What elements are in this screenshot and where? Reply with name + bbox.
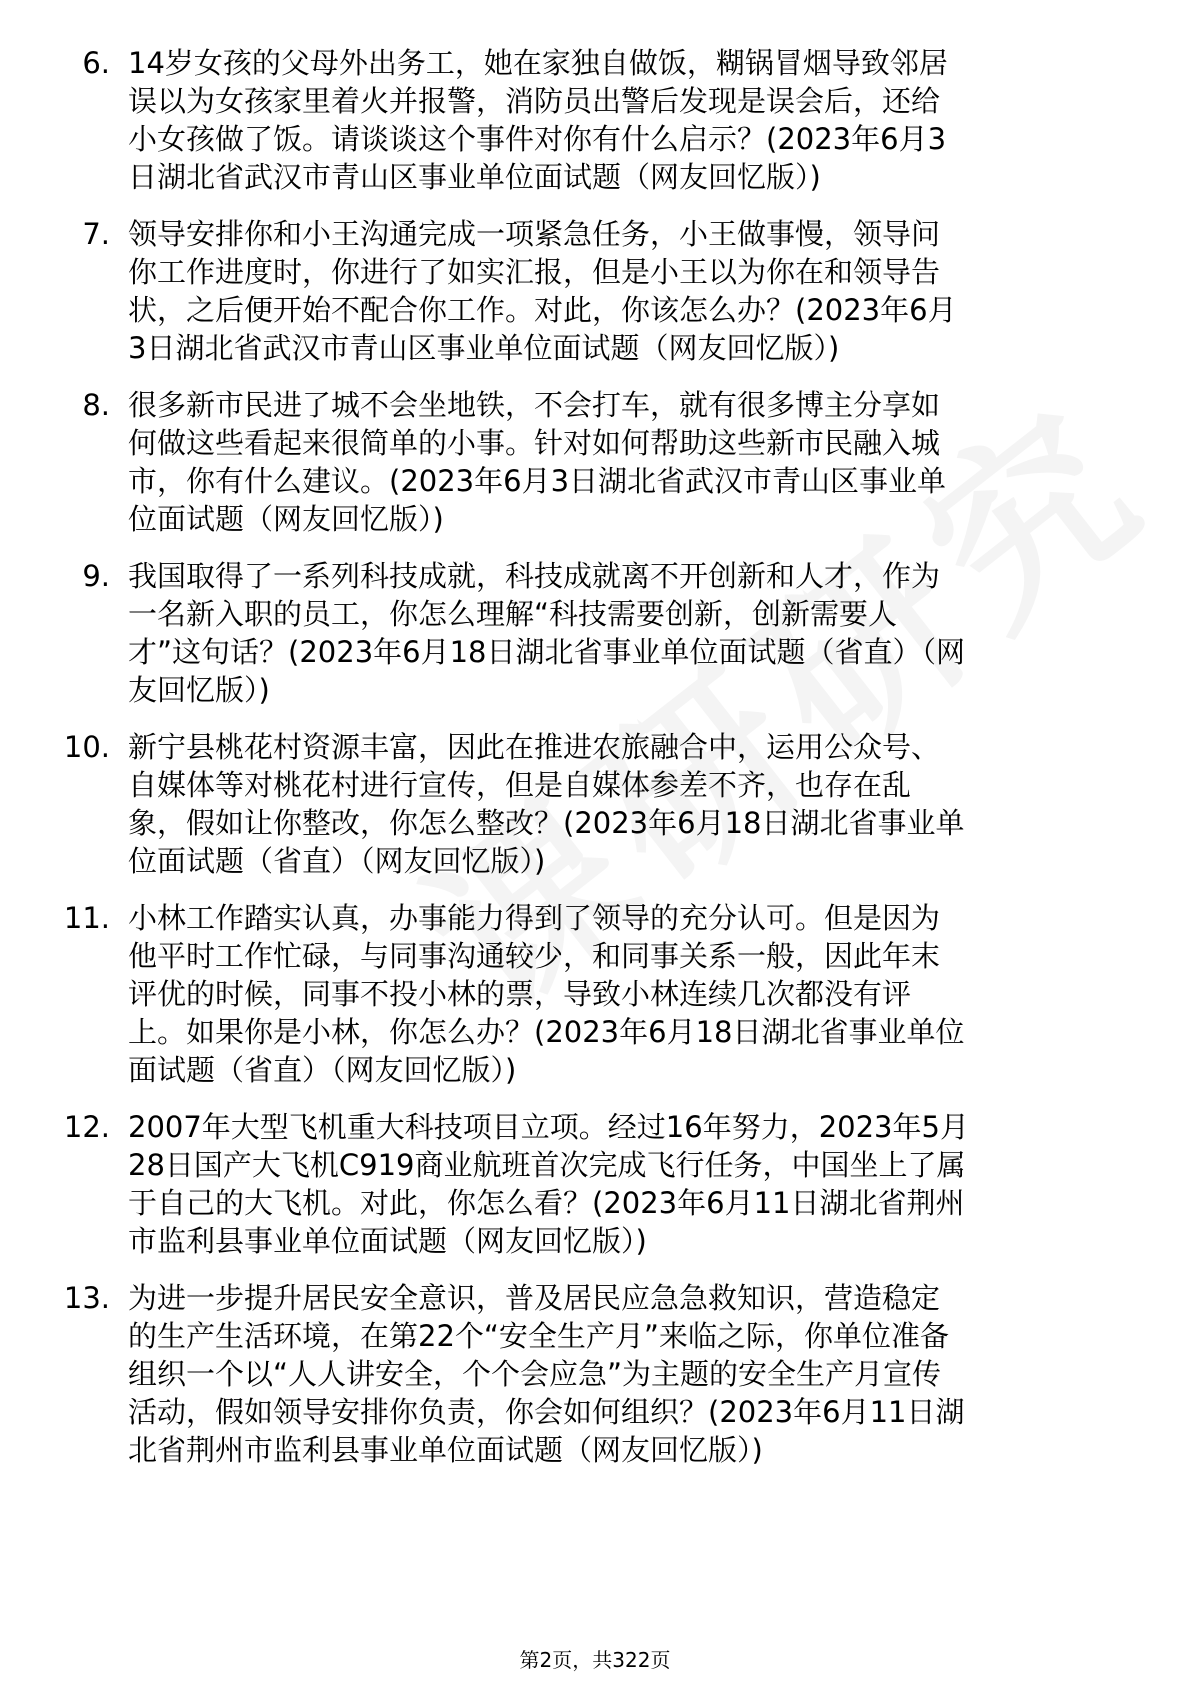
question-number: 12.: [63, 1110, 110, 1144]
question-item-11: [60, 899, 1120, 1089]
question-text: 新宁县桃花村资源丰富，因此在推进农旅融合中，运用公众号、 自媒体等对桃花村进行宣传，但是自媒体参差不齐，也存在乱 象，假如让你整改，你怎么整改？(2023年6月18日湖北省事业单 位面试题（省直）（网友回忆版）): [128, 730, 965, 878]
question-item-9: [60, 557, 1120, 709]
question-text: 2007年大型飞机重大科技项目立项。经过16年努力，2023年5月 28日国产大飞机C919商业航班首次完成飞行任务，中国坐上了属 于自己的大飞机。对此，你怎么看？(2023年6月11日湖北省荆州 市监利县事业单位面试题（网友回忆版）): [128, 1110, 969, 1258]
question-number: 10.: [63, 730, 110, 764]
question-item-7: [60, 215, 1120, 367]
question-number: 13.: [63, 1281, 110, 1315]
question-text: 小林工作踏实认真，办事能力得到了领导的充分认可。但是因为 他平时工作忙碌，与同事沟通较少，和同事关系一般，因此年末 评优的时候，同事不投小林的票，导致小林连续几次都没有评 上。如果你是小林，你怎么办？(2023年6月18日湖北省事业单位 面试题（省直）（网友回忆版）): [128, 901, 965, 1087]
question-text: 领导安排你和小王沟通完成一项紧急任务，小王做事慢，领导问 你工作进度时，你进行了如实汇报，但是小王以为你在和领导告 状，之后便开始不配合你工作。对此，你该怎么办？(2023年6月 3日湖北省武汉市青山区事业单位面试题（网友回忆版）): [128, 217, 957, 365]
question-item-6: [60, 44, 1120, 196]
question-item-13: [60, 1279, 1120, 1469]
question-number: 6.: [82, 46, 110, 80]
question-list: [60, 44, 1120, 1488]
question-number: 9.: [82, 559, 110, 593]
question-item-12: [60, 1108, 1120, 1260]
question-text: 14岁女孩的父母外出务工，她在家独自做饭，糊锅冒烟导致邻居 误以为女孩家里着火并报警，消防员出警后发现是误会后，还给 小女孩做了饭。请谈谈这个事件对你有什么启示？(2023年6月3 日湖北省武汉市青山区事业单位面试题（网友回忆版）): [128, 46, 948, 194]
page-footer: 第2页，共322页: [519, 1648, 671, 1672]
question-text: 很多新市民进了城不会坐地铁，不会打车，就有很多博主分享如 何做这些看起来很简单的小事。针对如何帮助这些新市民融入城 市，你有什么建议。(2023年6月3日湖北省武汉市青山区事业单 位面试题（网友回忆版）): [128, 388, 947, 536]
question-text: 我国取得了一系列科技成就，科技成就离不开创新和人才，作为 一名新入职的员工，你怎么理解“科技需要创新，创新需要人 才”这句话？(2023年6月18日湖北省事业单位面试题（省直）（网 友回忆版）): [128, 559, 965, 707]
question-item-8: [60, 386, 1120, 538]
question-number: 8.: [82, 388, 110, 422]
question-number: 11.: [63, 901, 110, 935]
question-item-10: [60, 728, 1120, 880]
question-number: 7.: [82, 217, 110, 251]
question-text: 为进一步提升居民安全意识，普及居民应急急救知识，营造稳定 的生产生活环境，在第22个“安全生产月”来临之际，你单位准备 组织一个以“人人讲安全，个个会应急”为主题的安全生产月宣传 活动，假如领导安排你负责，你会如何组织？(2023年6月11日湖 北省荆州市监利县事业单位面试题（网友回忆版）): [128, 1281, 965, 1467]
